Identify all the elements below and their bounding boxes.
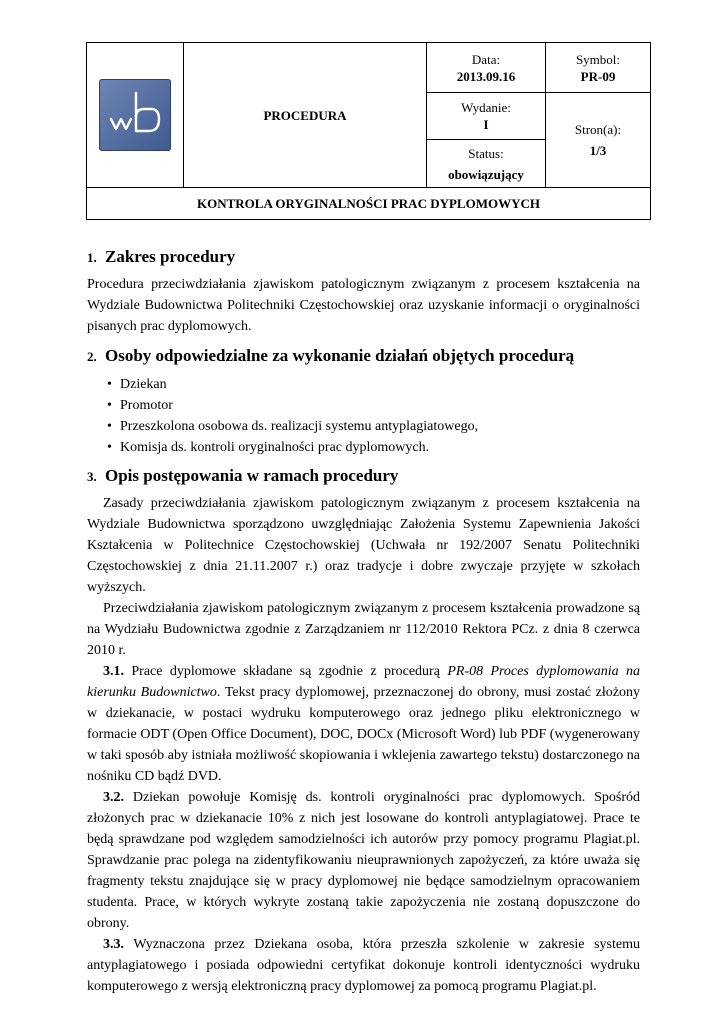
header-table [86,42,651,220]
symbol-value: PR-09 [580,68,616,84]
bullet-icon: • [107,398,112,413]
pages-value: 1/3 [589,143,607,158]
date-label: Data: [471,51,501,67]
list-item [87,374,640,395]
edition-value: I [483,117,489,132]
edition-label: Wydanie: [461,100,511,115]
status-cell [427,140,546,188]
section-3-paragraph-1: Zasady przeciwdziałania zjawiskom patologicznym związanym z procesem kształcenia na Wydziale Budownictwa sporządzono uwzględniając Założenia Systemu Zapewnienia Jakości Kształcenia w Politechnice Częstochowskiej (Uchwała nr 192/2007 Senatu Politechniki Częstochowskiej z dnia 21.11.2007 r.) oraz tradycje i dobre zwyczaje przyjęte w szkołach wyższych. [87,496,640,595]
bullet-icon: • [107,440,112,455]
procedure-title: KONTROLA ORYGINALNOŚCI PRAC DYPLOMOWYCH [87,188,651,220]
section-number: 3. [87,469,97,484]
logo-cell [87,43,184,188]
subsection-text: Wyznaczona przez Dziekana osoba, która przeszła szkolenie w zakresie systemu antyplagiatowego i posiada odpowiedni certyfikat dokonuje kontroli identyczności wydruku komputerowego z wersją elektroniczną pracy dyplomowej za pomocą programu Plagiat.pl. [87,937,640,994]
section-3-2-paragraph [87,787,640,934]
procedure-label: PROCEDURA [184,43,427,188]
subsection-number: 3.3. [103,937,124,952]
symbol-cell [546,43,651,93]
subsection-text: Prace dyplomowe składane są zgodnie z procedurą [124,664,448,679]
date-cell [427,43,546,93]
bullet-icon: • [107,419,112,434]
section-2-heading [87,345,640,368]
responsible-list [87,374,640,458]
subsection-text: . Tekst pracy dyplomowej, przeznaczonej do obrony, musi zostać złożony w dziekanacie, w postaci wydruku komputerowego oraz jednego pliku elektronicznego w formacie ODT (Open Office Document), DOC, DOCx (Microsoft Word) lub PDF (wygenerowany w taki sposób aby istniała możliwość skopiowania i wklejenia zawartego tekstu) dostarczonego na nośniku CD bądź DVD. [87,685,640,784]
section-1-text: Procedura przeciwdziałania zjawiskom patologicznym związanym z procesem kształcenia na Wydziale Budownictwa Politechniki Częstochowskiej oraz uzyskanie informacji o oryginalności pisanych prac dyplomowych. [87,277,640,334]
document-body [87,240,640,997]
list-item-text: Dziekan [120,377,167,392]
status-label: Status: [468,145,504,161]
section-3-1-paragraph [87,661,640,787]
symbol-label: Symbol: [575,51,621,67]
status-value: obowiązujący [448,166,524,182]
section-3-heading [87,465,640,488]
section-3-paragraph-2: Przeciwdziałania zjawiskom patologicznym związanym z procesem kształcenia prowadzone są na Wydziału Budownictwa zgodnie z Zarządzaniem nr 112/2010 Rektora PCz. z dnia 8 czerwca 2010 r. [87,601,640,658]
section-title: Osoby odpowiedzialne za wykonanie działań objętych procedurą [105,346,575,365]
subsection-number: 3.2. [103,790,124,805]
document-header [86,42,651,218]
bullet-icon: • [107,377,112,392]
section-number: 1. [87,250,97,265]
edition-cell [427,93,546,140]
section-title: Opis postępowania w ramach procedury [105,466,399,485]
list-item [87,437,640,458]
section-number: 2. [87,349,97,364]
subsection-text: Dziekan powołuje Komisję ds. kontroli oryginalności prac dyplomowych. Spośród złożonych prac w dziekanacie 10% z nich jest losowane do kontroli antyplagiatowej. Prace te będą sprawdzane pod względem samodzielności ich autorów przy pomocy programu Plagiat.pl. Sprawdzanie prac polega na zidentyfikowaniu nieuprawnionych zapożyczeń, za które uważa się fragmenty tekstu znajdujące się w pracy dyplomowej nie będące samodzielnym opracowaniem studenta. Prace, w których wykryte zostaną takie zapożyczenia nie zostaną dopuszczone do obrony. [87,790,640,931]
list-item [87,416,640,437]
list-item-text: Promotor [120,398,173,413]
section-1-heading [87,246,640,269]
list-item-text: Przeszkolona osobowa ds. realizacji systemu antyplagiatowego, [120,419,479,434]
list-item-text: Komisja ds. kontroli oryginalności prac dyplomowych. [120,440,430,455]
faculty-logo [99,79,171,151]
date-value: 2013.09.16 [456,68,516,84]
subsection-number: 3.1. [103,664,124,679]
pages-cell [546,93,651,188]
section-title: Zakres procedury [105,247,236,266]
section-3-3-paragraph [87,934,640,997]
procedure-reference: PR-08 Proces dyplomowania na kierunku Budownictwo [87,664,640,700]
pages-label: Stron(a): [574,122,622,137]
list-item [87,395,640,416]
